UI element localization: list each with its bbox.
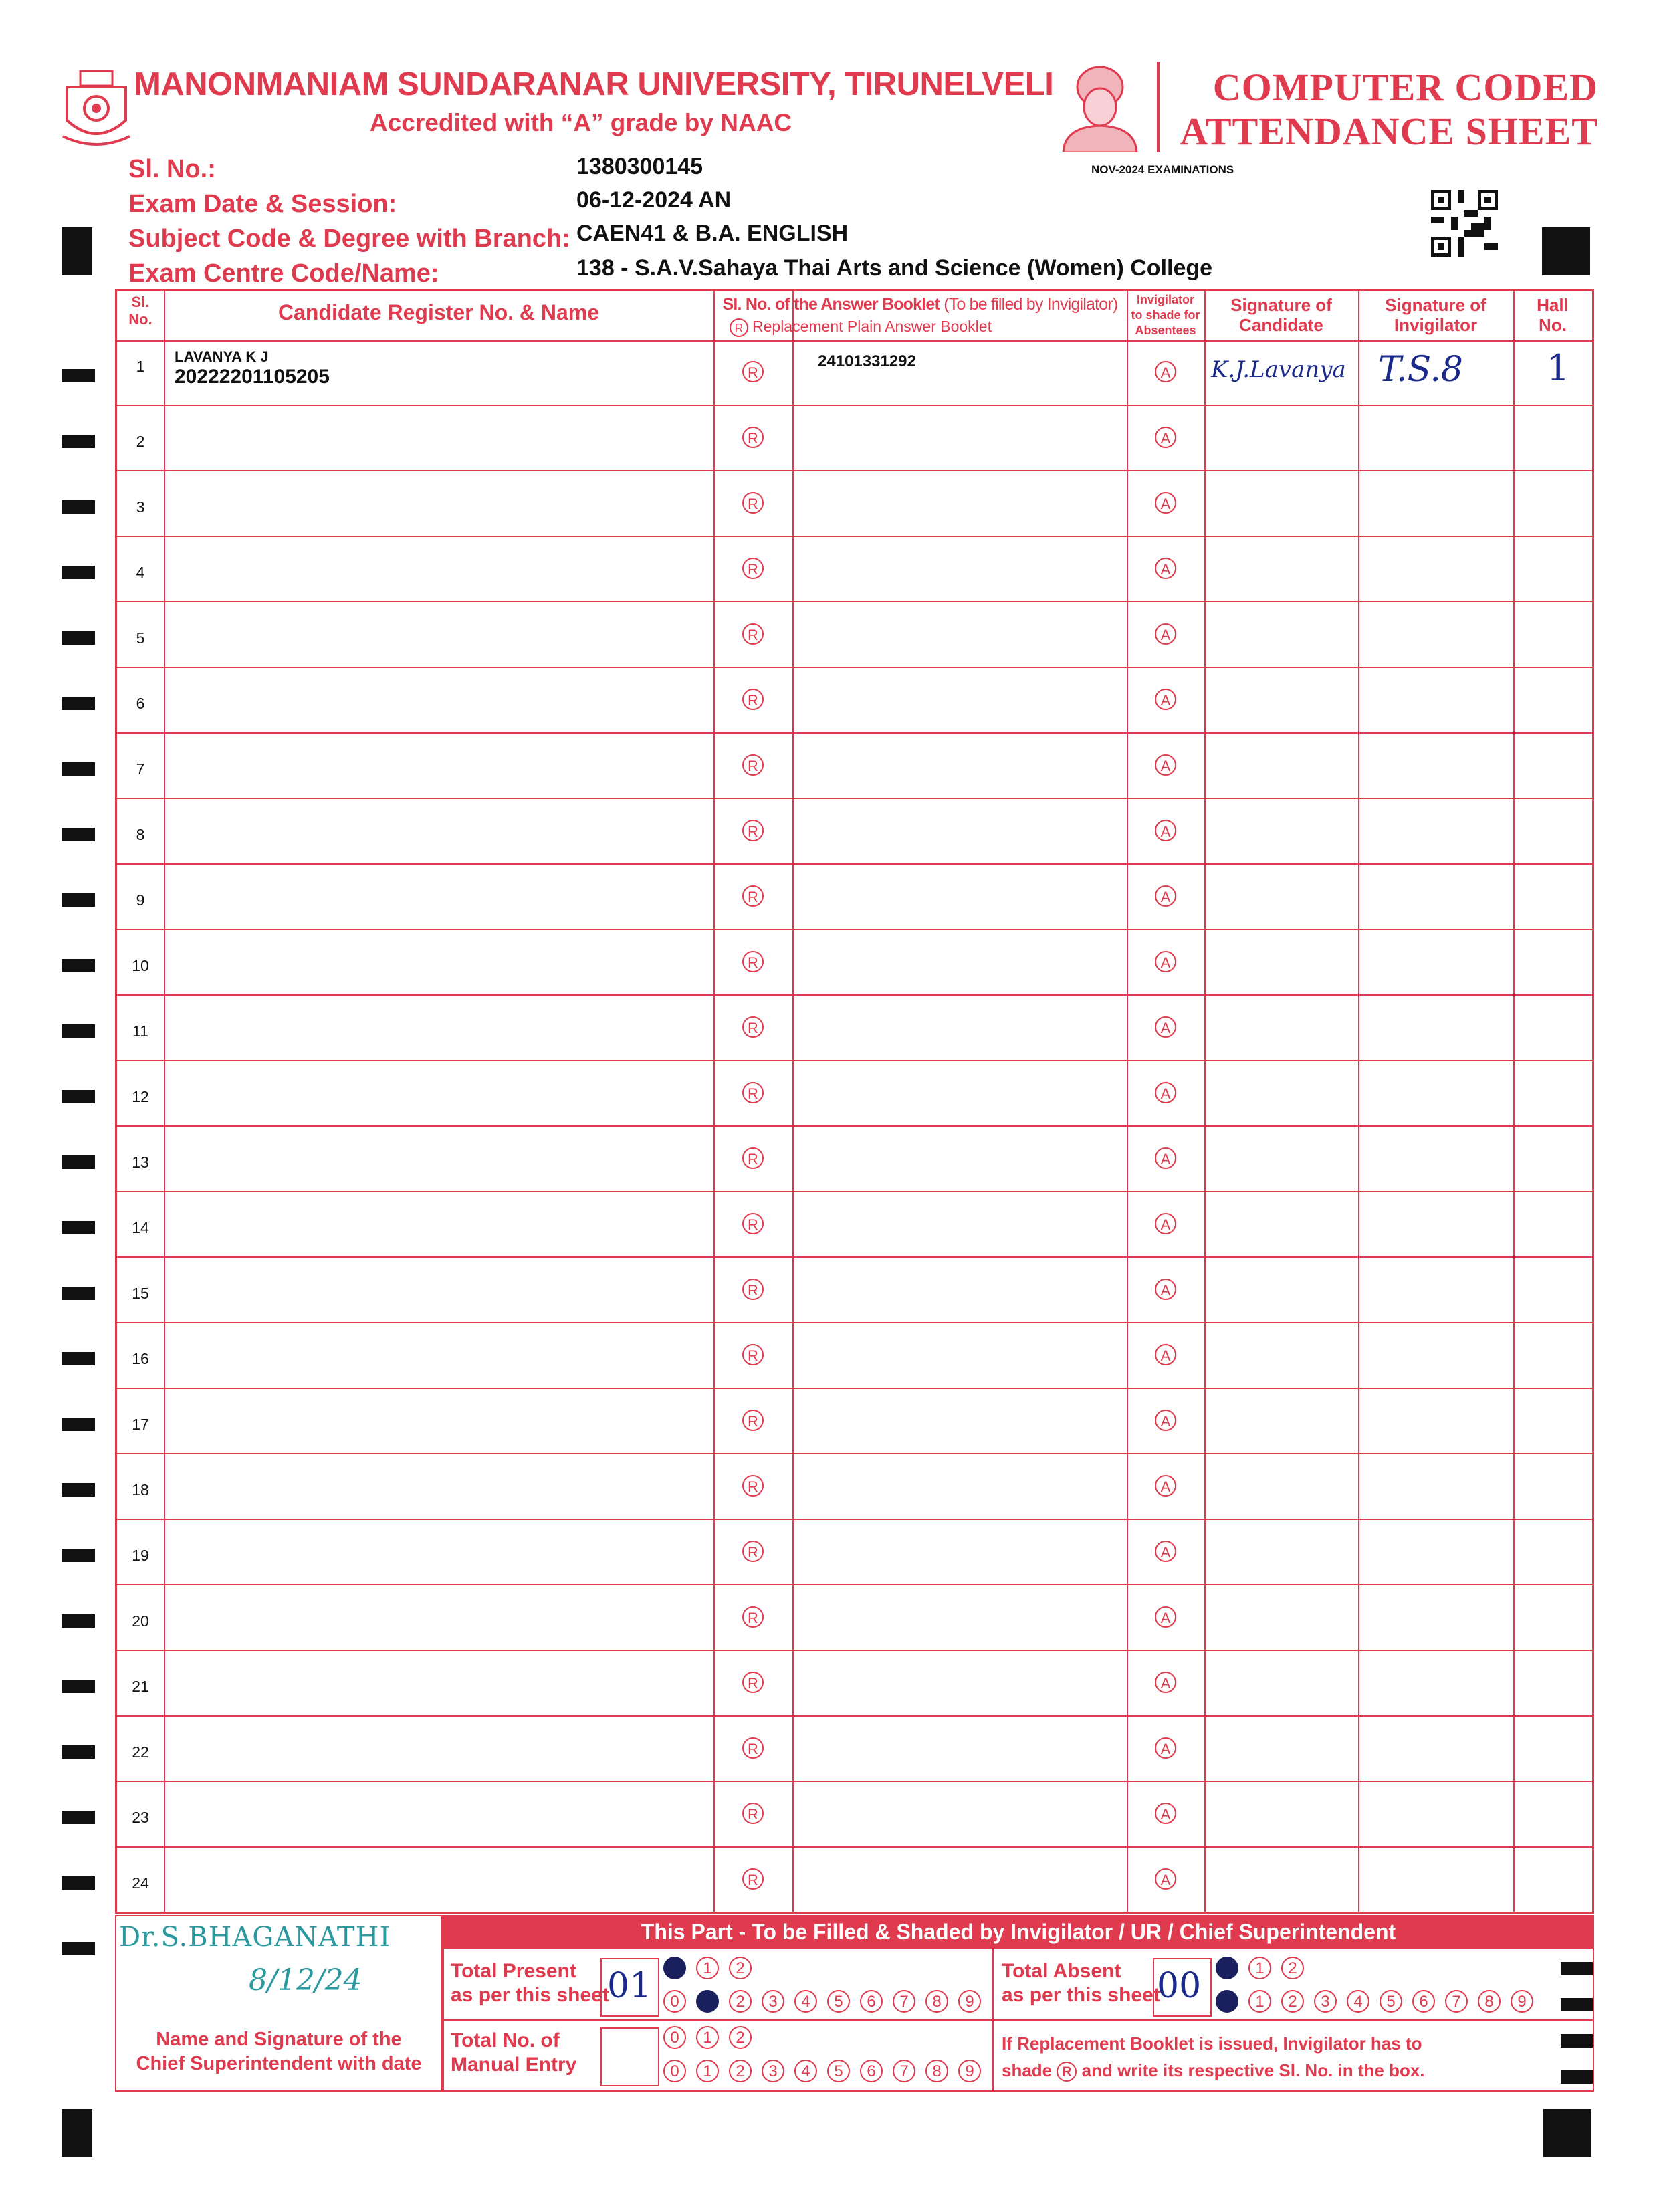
digit-bubble[interactable]: 4 bbox=[794, 1990, 817, 2013]
row-sl-no: 23 bbox=[132, 1809, 149, 1826]
replacement-bubble[interactable]: R bbox=[742, 1279, 764, 1300]
header-hall-no bbox=[1513, 295, 1592, 335]
replacement-bubble[interactable]: R bbox=[742, 623, 764, 645]
qr-code bbox=[1431, 190, 1498, 257]
digit-bubble[interactable]: 1 bbox=[696, 2026, 719, 2049]
header-candidate-signature bbox=[1204, 295, 1358, 335]
row-sl-no: 18 bbox=[132, 1481, 149, 1499]
replacement-bubble[interactable]: R bbox=[742, 558, 764, 579]
hall-number: 1 bbox=[1547, 347, 1570, 389]
absentee-bubble[interactable]: A bbox=[1155, 623, 1176, 645]
replacement-bubble[interactable]: R bbox=[742, 754, 764, 776]
totals-divider bbox=[443, 2019, 1594, 2021]
replacement-bubble[interactable]: R bbox=[742, 1213, 764, 1234]
exam-name: NOV-2024 EXAMINATIONS bbox=[1091, 163, 1234, 176]
absentee-bubble[interactable]: A bbox=[1155, 1672, 1176, 1693]
row-sl-no: 22 bbox=[132, 1743, 149, 1761]
table-row bbox=[117, 930, 1592, 996]
sheet-title-line-1: COMPUTER CODED bbox=[1212, 66, 1598, 109]
absentee-bubble[interactable]: A bbox=[1155, 558, 1176, 579]
digit-bubble[interactable]: 8 bbox=[1478, 1990, 1501, 2013]
table-row bbox=[117, 602, 1592, 668]
total-absent-value: 00 bbox=[1157, 1966, 1202, 2006]
digit-bubble[interactable]: 2 bbox=[1281, 1957, 1304, 1979]
timing-mark bbox=[62, 1352, 95, 1365]
table-row bbox=[117, 1585, 1592, 1651]
row-sl-no: 4 bbox=[136, 564, 145, 581]
digit-bubble[interactable]: 0 bbox=[663, 1990, 686, 2013]
header-candidate: Candidate Register No. & Name bbox=[278, 300, 600, 324]
replacement-bubble[interactable]: R bbox=[742, 1672, 764, 1693]
digit-bubble[interactable]: 5 bbox=[827, 2060, 850, 2082]
row-sl-no: 17 bbox=[132, 1416, 149, 1433]
digit-bubble[interactable]: 6 bbox=[1412, 1990, 1435, 2013]
absentee-bubble[interactable]: A bbox=[1155, 492, 1176, 514]
absentee-bubble[interactable]: A bbox=[1155, 1737, 1176, 1759]
digit-bubble[interactable]: 7 bbox=[1445, 1990, 1468, 2013]
digit-bubble[interactable]: 9 bbox=[958, 2060, 981, 2082]
replacement-symbol: R bbox=[730, 318, 748, 337]
table-row bbox=[117, 1520, 1592, 1585]
replacement-bubble[interactable]: R bbox=[742, 1803, 764, 1824]
header-booklet-note: (To be filled by Invigilator) bbox=[944, 295, 1118, 314]
replacement-bubble[interactable]: R bbox=[742, 1737, 764, 1759]
absentee-bubble[interactable]: A bbox=[1155, 951, 1176, 972]
absentee-bubble[interactable]: A bbox=[1155, 1475, 1176, 1497]
table-row bbox=[117, 1258, 1592, 1323]
replacement-bubble[interactable]: R bbox=[742, 885, 764, 907]
absentee-bubble[interactable]: A bbox=[1155, 689, 1176, 710]
header-absentees-line-3: Absentees bbox=[1135, 324, 1196, 337]
replacement-bubble[interactable]: R bbox=[742, 1016, 764, 1038]
digit-bubble[interactable]: 5 bbox=[1380, 1990, 1402, 2013]
absentee-bubble[interactable]: A bbox=[1155, 1868, 1176, 1890]
header-booklet-title: Sl. No. of the Answer Booklet bbox=[722, 295, 940, 314]
replacement-bubble[interactable]: R bbox=[742, 1868, 764, 1890]
row-sl-no: 20 bbox=[132, 1612, 149, 1630]
timing-mark bbox=[62, 1024, 95, 1038]
booklet-number: 24101331292 bbox=[818, 352, 916, 370]
digit-bubble[interactable]: 2 bbox=[729, 2060, 752, 2082]
absentee-bubble[interactable]: A bbox=[1155, 1410, 1176, 1431]
digit-bubble[interactable]: 5 bbox=[827, 1990, 850, 2013]
timing-mark bbox=[62, 566, 95, 579]
absentee-bubble[interactable]: A bbox=[1155, 1082, 1176, 1103]
replacement-bubble[interactable]: R bbox=[742, 1147, 764, 1169]
replacement-bubble[interactable]: R bbox=[742, 689, 764, 710]
replacement-note bbox=[1002, 2030, 1425, 2084]
digit-bubble[interactable]: 3 bbox=[762, 1990, 784, 2013]
registration-mark-bottom-right bbox=[1543, 2109, 1591, 2157]
superintendent-section bbox=[115, 1915, 1594, 2092]
header-divider bbox=[1157, 62, 1160, 152]
manual-entry-box[interactable] bbox=[600, 2027, 659, 2086]
header-invigilator-signature bbox=[1358, 295, 1513, 335]
registration-mark-top-left bbox=[62, 227, 92, 275]
digit-bubble[interactable]: 3 bbox=[1314, 1990, 1337, 2013]
table-row bbox=[117, 1192, 1592, 1258]
absentee-bubble[interactable]: A bbox=[1155, 1279, 1176, 1300]
replacement-bubble[interactable]: R bbox=[742, 1541, 764, 1562]
replacement-note-symbol: R bbox=[1057, 2062, 1077, 2082]
row-sl-no: 8 bbox=[136, 826, 145, 843]
digit-bubble[interactable]: 1 bbox=[1248, 1957, 1271, 1979]
row-sl-no: 7 bbox=[136, 760, 145, 778]
row-sl-no: 11 bbox=[132, 1022, 148, 1040]
digit-bubble[interactable]: 0 bbox=[663, 2060, 686, 2082]
digit-bubble[interactable]: 6 bbox=[860, 2060, 883, 2082]
timing-mark bbox=[62, 369, 95, 382]
university-logo bbox=[60, 67, 132, 152]
row-sl-no: 21 bbox=[132, 1678, 149, 1695]
replacement-bubble[interactable]: R bbox=[742, 1475, 764, 1497]
timing-mark bbox=[62, 1876, 95, 1890]
chief-label-line-2: Chief Superintendent with date bbox=[136, 2053, 422, 2074]
manual-entry-label bbox=[451, 2029, 576, 2077]
chief-handwritten-name: Dr.S.BHAGANATHI bbox=[119, 1922, 391, 1953]
digit-bubble[interactable]: 7 bbox=[893, 1990, 915, 2013]
absentee-bubble[interactable]: A bbox=[1155, 1606, 1176, 1628]
row-sl-no: 9 bbox=[136, 891, 145, 909]
header-invigilator-signature-line-2: Invigilator bbox=[1394, 315, 1478, 335]
timing-mark bbox=[62, 1483, 95, 1497]
row-sl-no: 10 bbox=[132, 957, 149, 974]
digit-bubble[interactable]: 1 bbox=[1248, 1990, 1271, 2013]
replacement-bubble[interactable]: R bbox=[742, 951, 764, 972]
attendance-table bbox=[115, 289, 1594, 1914]
header-sl-no bbox=[117, 294, 164, 328]
table-row bbox=[117, 1389, 1592, 1454]
digit-bubble[interactable]: 1 bbox=[696, 2060, 719, 2082]
absentee-bubble[interactable]: A bbox=[1155, 1541, 1176, 1562]
digit-bubble[interactable]: 7 bbox=[893, 2060, 915, 2082]
subject-label: Subject Code & Degree with Branch: bbox=[128, 225, 570, 253]
header-absentees-line-1: Invigilator bbox=[1136, 293, 1194, 306]
absentee-bubble[interactable]: A bbox=[1155, 1213, 1176, 1234]
row-sl-no: 15 bbox=[132, 1285, 149, 1302]
digit-bubble[interactable] bbox=[696, 1990, 719, 2013]
registration-mark-bottom-left bbox=[62, 2109, 92, 2157]
absentee-bubble[interactable]: A bbox=[1155, 1147, 1176, 1169]
registration-mark-top-right bbox=[1542, 227, 1590, 275]
total-present-label-line-2: as per this sheet bbox=[451, 1984, 609, 2006]
row-sl-no: 3 bbox=[136, 498, 145, 516]
replacement-bubble[interactable]: R bbox=[742, 492, 764, 514]
digit-bubble[interactable]: 0 bbox=[663, 2026, 686, 2049]
digit-bubble[interactable]: 9 bbox=[958, 1990, 981, 2013]
candidate-name: LAVANYA K J bbox=[175, 348, 269, 365]
absentee-bubble[interactable]: A bbox=[1155, 820, 1176, 841]
total-absent-label bbox=[1002, 1959, 1160, 2007]
invigilator-signature: T.S.8 bbox=[1378, 350, 1463, 390]
replacement-bubble[interactable]: R bbox=[742, 1410, 764, 1431]
replacement-bubble[interactable]: R bbox=[742, 1344, 764, 1365]
candidate-signature: K.J.Lavanya bbox=[1211, 356, 1346, 383]
table-row bbox=[117, 1651, 1592, 1717]
table-row bbox=[117, 406, 1592, 471]
manual-entry-label-line-1: Total No. of bbox=[451, 2029, 560, 2052]
total-absent-label-line-1: Total Absent bbox=[1002, 1960, 1121, 1982]
replacement-note-rest: and write its respective Sl. No. in the box. bbox=[1081, 2060, 1425, 2080]
timing-mark bbox=[62, 762, 95, 776]
header-booklet bbox=[713, 295, 1127, 314]
replacement-bubble[interactable]: R bbox=[742, 1606, 764, 1628]
digit-bubble[interactable]: 8 bbox=[925, 2060, 948, 2082]
manual-entry-label-line-2: Manual Entry bbox=[451, 2054, 577, 2076]
replacement-note-line-1: If Replacement Booklet is issued, Invigilator has to bbox=[1002, 2033, 1422, 2054]
header-sl-no-line-2: No. bbox=[128, 311, 152, 328]
timing-mark bbox=[62, 1090, 95, 1103]
header-absentees-line-2: to shade for bbox=[1131, 308, 1200, 322]
timing-mark bbox=[62, 1614, 95, 1628]
header-candidate-signature-line-1: Signature of bbox=[1230, 295, 1332, 315]
centre-value: 138 - S.A.V.Sahaya Thai Arts and Science (Women) College bbox=[576, 255, 1213, 281]
table-row bbox=[117, 799, 1592, 865]
table-row bbox=[117, 1454, 1592, 1520]
timing-mark bbox=[62, 1549, 95, 1562]
header-replacement bbox=[713, 318, 1008, 337]
table-row bbox=[117, 668, 1592, 734]
university-name: MANONMANIAM SUNDARANAR UNIVERSITY, TIRUNELVELI bbox=[134, 66, 1054, 102]
timing-mark bbox=[62, 1745, 95, 1759]
centre-label: Exam Centre Code/Name: bbox=[128, 259, 439, 288]
header-invigilator-signature-line-1: Signature of bbox=[1385, 295, 1486, 315]
table-row bbox=[117, 1061, 1592, 1127]
sl-no-label: Sl. No.: bbox=[128, 155, 216, 183]
digit-bubble[interactable] bbox=[1216, 1957, 1238, 1979]
timing-mark bbox=[62, 435, 95, 448]
table-row bbox=[117, 996, 1592, 1061]
total-absent-label-line-2: as per this sheet bbox=[1002, 1984, 1160, 2006]
timing-mark bbox=[62, 631, 95, 645]
chief-label bbox=[115, 2027, 443, 2076]
header-hall-no-line-2: No. bbox=[1539, 315, 1567, 335]
header-absentees bbox=[1127, 292, 1204, 338]
absentee-bubble[interactable]: A bbox=[1155, 885, 1176, 907]
portrait-image bbox=[1058, 60, 1142, 152]
absentee-bubble[interactable]: A bbox=[1155, 1016, 1176, 1038]
total-present-value: 01 bbox=[607, 1966, 652, 2006]
sl-no-value: 1380300145 bbox=[576, 154, 703, 179]
row-sl-no: 5 bbox=[136, 629, 145, 647]
table-row bbox=[117, 1127, 1592, 1192]
digit-bubble[interactable] bbox=[1216, 1990, 1238, 2013]
table-row bbox=[117, 537, 1592, 602]
sheet-title-line-2: ATTENDANCE SHEET bbox=[1180, 110, 1598, 153]
table-row bbox=[117, 471, 1592, 537]
header-sl-no-line-1: Sl. bbox=[131, 294, 150, 310]
replacement-bubble[interactable]: R bbox=[742, 361, 764, 382]
timing-mark bbox=[62, 1221, 95, 1234]
candidate-register-no: 20222201105205 bbox=[175, 366, 330, 388]
digit-bubble[interactable]: 4 bbox=[794, 2060, 817, 2082]
replacement-bubble[interactable]: R bbox=[742, 820, 764, 841]
replacement-bubble[interactable]: R bbox=[742, 427, 764, 448]
digit-bubble[interactable]: 3 bbox=[762, 2060, 784, 2082]
absentee-bubble[interactable]: A bbox=[1155, 427, 1176, 448]
digit-bubble[interactable]: 6 bbox=[860, 1990, 883, 2013]
banner: This Part - To be Filled & Shaded by Invigilator / UR / Chief Superintendent bbox=[443, 1915, 1594, 1949]
exam-date-value: 06-12-2024 AN bbox=[576, 187, 732, 213]
table-row bbox=[117, 1717, 1592, 1782]
totals-vertical-divider bbox=[992, 1947, 994, 2092]
row-sl-no: 2 bbox=[136, 433, 145, 450]
timing-mark bbox=[62, 1680, 95, 1693]
row-sl-no: 6 bbox=[136, 695, 145, 712]
digit-bubble[interactable]: 2 bbox=[729, 2026, 752, 2049]
row-sl-no: 24 bbox=[132, 1874, 149, 1892]
timing-mark bbox=[62, 1155, 95, 1169]
digit-bubble[interactable]: 1 bbox=[696, 1957, 719, 1979]
timing-mark bbox=[62, 697, 95, 710]
header-replacement-text: Replacement Plain Answer Booklet bbox=[752, 318, 992, 335]
exam-date-label: Exam Date & Session: bbox=[128, 190, 397, 218]
row-sl-no: 13 bbox=[132, 1153, 149, 1171]
table-row bbox=[117, 1323, 1592, 1389]
table-row bbox=[117, 1782, 1592, 1848]
row-sl-no: 12 bbox=[132, 1088, 149, 1105]
timing-mark bbox=[62, 893, 95, 907]
row-sl-no: 19 bbox=[132, 1547, 149, 1564]
timing-mark bbox=[62, 1942, 95, 1955]
digit-bubble[interactable]: 2 bbox=[729, 1957, 752, 1979]
row-sl-no: 1 bbox=[136, 358, 145, 375]
total-present-label-line-1: Total Present bbox=[451, 1960, 576, 1982]
absentee-bubble[interactable]: A bbox=[1155, 361, 1176, 382]
timing-mark bbox=[62, 1811, 95, 1824]
header-candidate-signature-line-2: Candidate bbox=[1239, 315, 1323, 335]
absentee-bubble[interactable]: A bbox=[1155, 1344, 1176, 1365]
table-row bbox=[117, 865, 1592, 930]
table-row bbox=[117, 340, 1592, 406]
replacement-note-shade: shade bbox=[1002, 2060, 1053, 2080]
digit-bubble[interactable] bbox=[663, 1957, 686, 1979]
digit-bubble[interactable]: 9 bbox=[1511, 1990, 1533, 2013]
timing-mark bbox=[62, 959, 95, 972]
total-present-label bbox=[451, 1959, 609, 2007]
header-hall-no-line-1: Hall bbox=[1537, 295, 1569, 315]
row-sl-no: 16 bbox=[132, 1350, 149, 1367]
timing-mark bbox=[62, 500, 95, 514]
subject-value: CAEN41 & B.A. ENGLISH bbox=[576, 221, 849, 246]
digit-bubble[interactable]: 8 bbox=[925, 1990, 948, 2013]
digit-bubble[interactable]: 2 bbox=[729, 1990, 752, 2013]
row-sl-no: 14 bbox=[132, 1219, 149, 1236]
replacement-bubble[interactable]: R bbox=[742, 1082, 764, 1103]
table-row bbox=[117, 734, 1592, 799]
absentee-bubble[interactable]: A bbox=[1155, 754, 1176, 776]
accreditation-text: Accredited with “A” grade by NAAC bbox=[370, 109, 792, 136]
digit-bubble[interactable]: 2 bbox=[1281, 1990, 1304, 2013]
timing-mark bbox=[62, 1418, 95, 1431]
timing-mark bbox=[62, 828, 95, 841]
absentee-bubble[interactable]: A bbox=[1155, 1803, 1176, 1824]
sheet-title bbox=[1177, 66, 1598, 154]
chief-handwritten-date: 8/12/24 bbox=[249, 1963, 362, 1997]
digit-bubble[interactable]: 4 bbox=[1347, 1990, 1369, 2013]
table-row bbox=[117, 1848, 1592, 1913]
chief-label-line-1: Name and Signature of the bbox=[156, 2029, 402, 2050]
timing-mark bbox=[62, 1287, 95, 1300]
